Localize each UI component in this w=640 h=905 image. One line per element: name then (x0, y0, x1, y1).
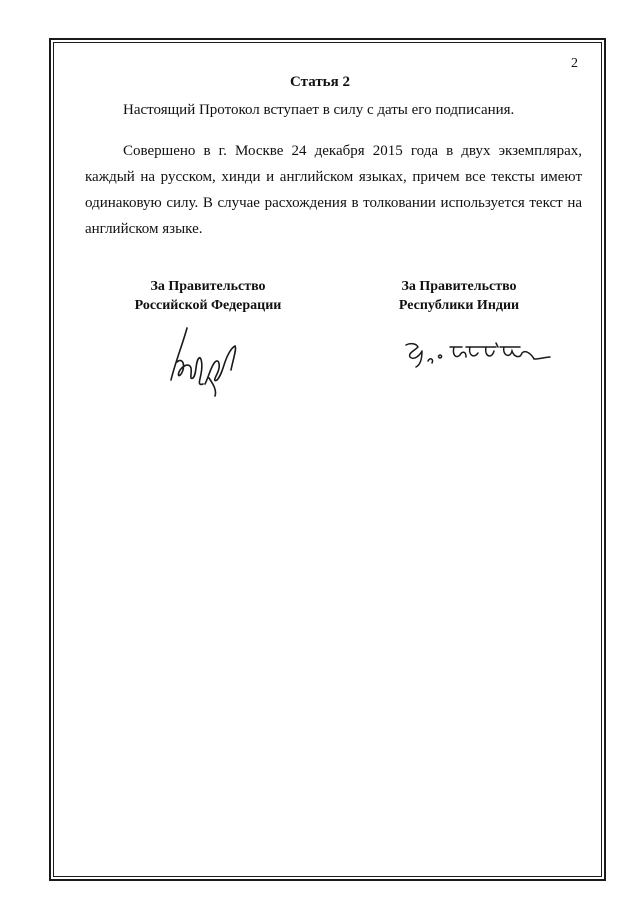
signatory-india (366, 277, 552, 315)
signature-russia (165, 318, 245, 398)
signatory-india-line2: Республики Индии (398, 298, 520, 313)
signature-india (400, 333, 555, 373)
paragraph-entry-into-force: Настоящий Протокол вступает в силу с даты его подписания. (123, 102, 515, 118)
signatory-russia (110, 277, 306, 315)
signatory-russia-line1: За Правительство (150, 279, 266, 294)
signatory-russia-line2: Российской Федерации (134, 298, 282, 313)
article-title: Статья 2 (290, 74, 350, 90)
signatory-india-line1: За Правительство (401, 279, 517, 294)
page-number: 2 (571, 56, 578, 71)
paragraph-done-at: Совершено в г. Москве 24 декабря 2015 года в двух экземплярах, каждый на русском, хинди и английском языках, причем все тексты имеют одинаковую силу. В случае расхождения в толковании используется текст на английском языке. (85, 143, 582, 237)
